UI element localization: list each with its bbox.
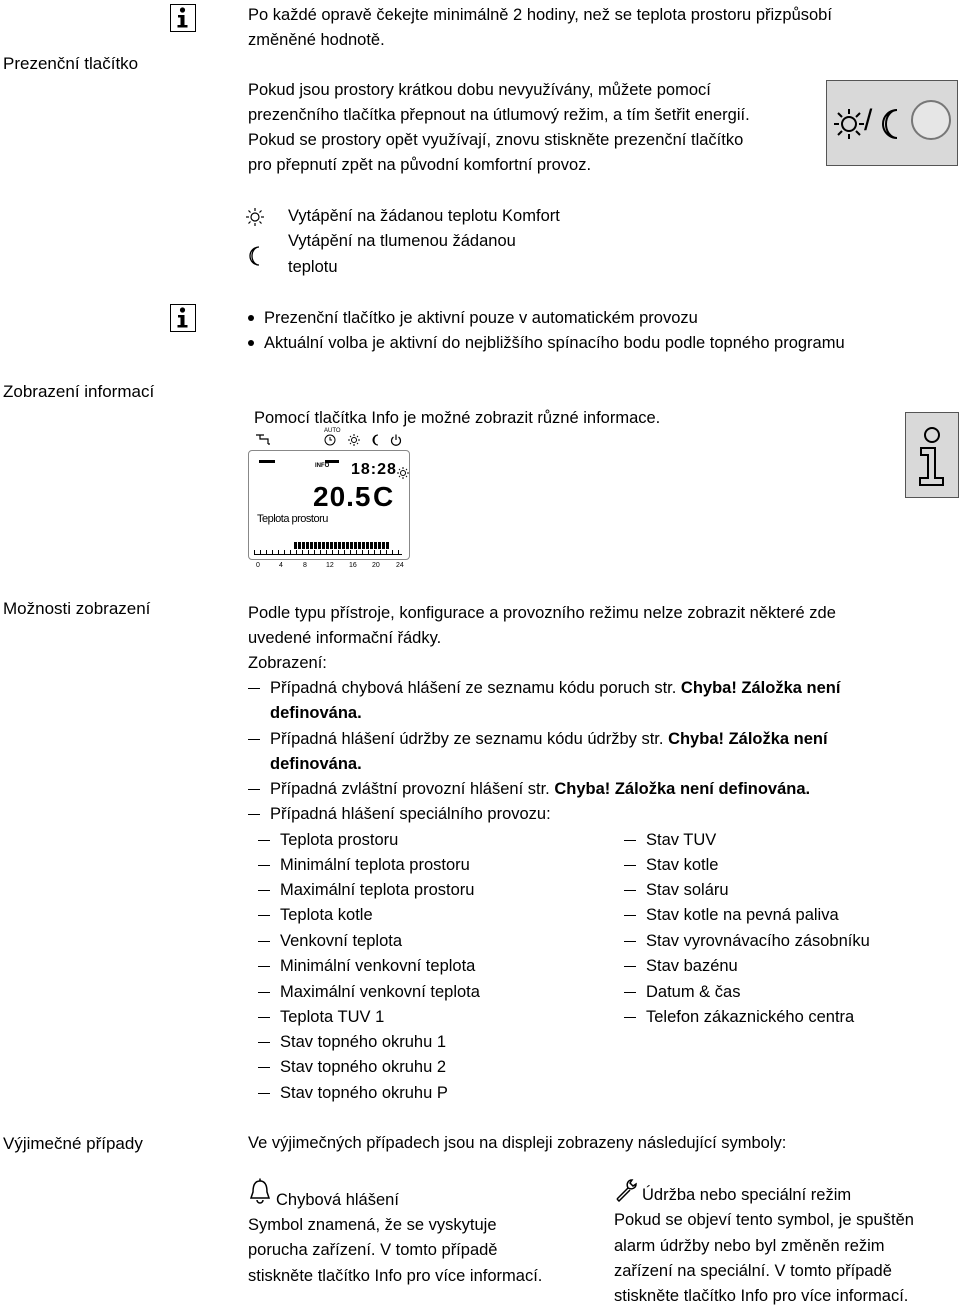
bell-icon <box>248 1178 272 1206</box>
list-item: Stav topného okruhu 1 <box>280 1030 446 1055</box>
presence-para2-line4: pro přepnutí zpět na původní komfortní provoz. <box>248 156 592 174</box>
list-item: Stav topného okruhu 2 <box>280 1055 446 1080</box>
service-text-line: zařízení na speciální. V tomto případě <box>614 1262 892 1280</box>
lcd-label: Teplota prostoru <box>257 513 328 525</box>
mode-indicator <box>259 460 275 463</box>
options-item <box>270 802 551 827</box>
options-label: Zobrazení: <box>248 654 327 672</box>
options-item-cont <box>270 701 362 726</box>
list-item: Maximální teplota prostoru <box>280 878 474 903</box>
section-title-presence: Prezenční tlačítko <box>3 54 139 73</box>
options-intro-line1: Podle typu přístroje, konfigurace a provozního režimu nelze zobrazit některé zde <box>248 604 836 622</box>
list-item: Minimální venkovní teplota <box>280 954 475 979</box>
list-item: Telefon zákaznického centra <box>646 1005 854 1030</box>
note-item: Prezenční tlačítko je aktivní pouze v automatickém provozu <box>264 306 698 331</box>
info-icon <box>170 304 196 332</box>
fault-text-line: Symbol znamená, že se vyskytuje <box>248 1216 497 1234</box>
program-bar <box>294 542 390 549</box>
auto-label: AUTO <box>324 428 341 434</box>
presence-button[interactable] <box>911 100 951 140</box>
moon-icon <box>370 434 380 446</box>
presence-para2-line2: prezenčního tlačítka přepnout na útlumový režim, a tím šetřit energií. <box>248 106 750 124</box>
list-item: Teplota TUV 1 <box>280 1005 384 1030</box>
list-item: Stav topného okruhu P <box>280 1081 448 1106</box>
scale-label: 0 <box>256 562 260 569</box>
sun-icon <box>348 434 360 446</box>
list-item: Stav soláru <box>646 878 729 903</box>
moon-icon <box>879 107 905 141</box>
scale-label: 24 <box>396 562 404 569</box>
scale-label: 8 <box>303 562 307 569</box>
lcd-time: 18:28 <box>351 461 397 478</box>
sun-icon <box>397 467 409 479</box>
fault-text-line: porucha zařízení. V tomto případě <box>248 1241 498 1259</box>
presence-para2-line3: Pokud se prostory opět využívají, znovu stiskněte prezenční tlačítko <box>248 131 744 149</box>
options-item <box>270 727 828 752</box>
section-title-exceptions: Výjimečné případy <box>3 1134 143 1153</box>
clock-icon <box>324 434 336 446</box>
sun-icon <box>832 107 866 141</box>
list-item: Teplota prostoru <box>280 828 398 853</box>
sun-small-icon <box>246 208 264 226</box>
info-button-icon <box>906 413 958 497</box>
list-item: Stav kotle <box>646 853 718 878</box>
options-item <box>270 676 840 701</box>
exceptions-text: Ve výjimečných případech jsou na displeji zobrazeny následující symboly: <box>248 1134 787 1152</box>
section-title-info-display: Zobrazení informací <box>3 382 155 401</box>
slash-label: / <box>864 104 873 137</box>
list-item: Teplota kotle <box>280 903 373 928</box>
scale-label: 12 <box>326 562 334 569</box>
fault-text-line: stiskněte tlačítko Info pro více informací. <box>248 1267 543 1285</box>
options-item-text: Případná hlášení údržby ze seznamu kódu údržby str. <box>270 730 669 748</box>
time-ruler <box>254 550 402 555</box>
section-title-options: Možnosti zobrazení <box>3 599 151 618</box>
service-title: Údržba nebo speciální režim <box>642 1186 852 1204</box>
legend-comfort: Vytápění na žádanou teplotu Komfort <box>288 207 560 225</box>
lcd-unit: C <box>373 481 394 512</box>
legend-reduced-line1: Vytápění na tlumenou žádanou <box>288 232 516 250</box>
note-item: Aktuální volba je aktivní do nejbližšího spínacího bodu podle topného programu <box>264 331 845 356</box>
info-icon <box>170 4 196 32</box>
list-item: Stav TUV <box>646 828 716 853</box>
error-bookmark: definována. <box>270 755 362 773</box>
tap-icon <box>254 432 272 446</box>
info-label: INFO <box>315 463 330 469</box>
scale-label: 4 <box>279 562 283 569</box>
options-item <box>270 777 810 802</box>
service-text-line: stiskněte tlačítko Info pro více informací. <box>614 1287 909 1305</box>
presence-para2-line1: Pokud jsou prostory krátkou dobu nevyužívány, můžete pomocí <box>248 81 711 99</box>
moon-small-icon <box>248 246 262 266</box>
info-button[interactable] <box>905 412 959 498</box>
lcd-display <box>248 428 418 573</box>
fault-title: Chybová hlášení <box>276 1191 399 1209</box>
error-bookmark: Chyba! Záložka není <box>668 730 828 748</box>
options-item-cont <box>270 752 362 777</box>
list-item: Stav kotle na pevná paliva <box>646 903 839 928</box>
presence-para1-line1: Po každé opravě čekejte minimálně 2 hodiny, než se teplota prostoru přizpůsobí <box>248 6 832 24</box>
wrench-icon <box>614 1178 638 1202</box>
options-item-text: Případná zvláštní provozní hlášení str. <box>270 780 555 798</box>
legend-reduced-line2: teplotu <box>288 258 338 276</box>
error-bookmark: Chyba! Záložka není definována. <box>554 780 811 798</box>
service-text-line: alarm údržby nebo byl změněn režim <box>614 1237 885 1255</box>
options-item-text: Případná hlášení speciálního provozu: <box>270 805 551 823</box>
lcd-temperature: 20.5 <box>313 481 372 512</box>
options-intro-line2: uvedené informační řádky. <box>248 629 442 647</box>
list-item: Stav vyrovnávacího zásobníku <box>646 929 870 954</box>
error-bookmark: Chyba! Záložka není <box>680 679 841 697</box>
presence-button-illustration <box>826 80 958 166</box>
error-bookmark: definována. <box>270 704 362 722</box>
power-icon <box>390 434 402 446</box>
list-item: Minimální teplota prostoru <box>280 853 470 878</box>
options-item-text: Případná chybová hlášení ze seznamu kódu poruch str. <box>270 679 681 697</box>
scale-label: 20 <box>372 562 380 569</box>
list-item: Maximální venkovní teplota <box>280 980 480 1005</box>
list-item: Stav bazénu <box>646 954 738 979</box>
presence-para1-line2: změněné hodnotě. <box>248 31 385 49</box>
list-item: Venkovní teplota <box>280 929 402 954</box>
scale-label: 16 <box>349 562 357 569</box>
info-display-text: Pomocí tlačítka Info je možné zobrazit různé informace. <box>254 409 661 427</box>
service-text-line: Pokud se objeví tento symbol, je spuštěn <box>614 1211 914 1229</box>
list-item: Datum & čas <box>646 980 740 1005</box>
